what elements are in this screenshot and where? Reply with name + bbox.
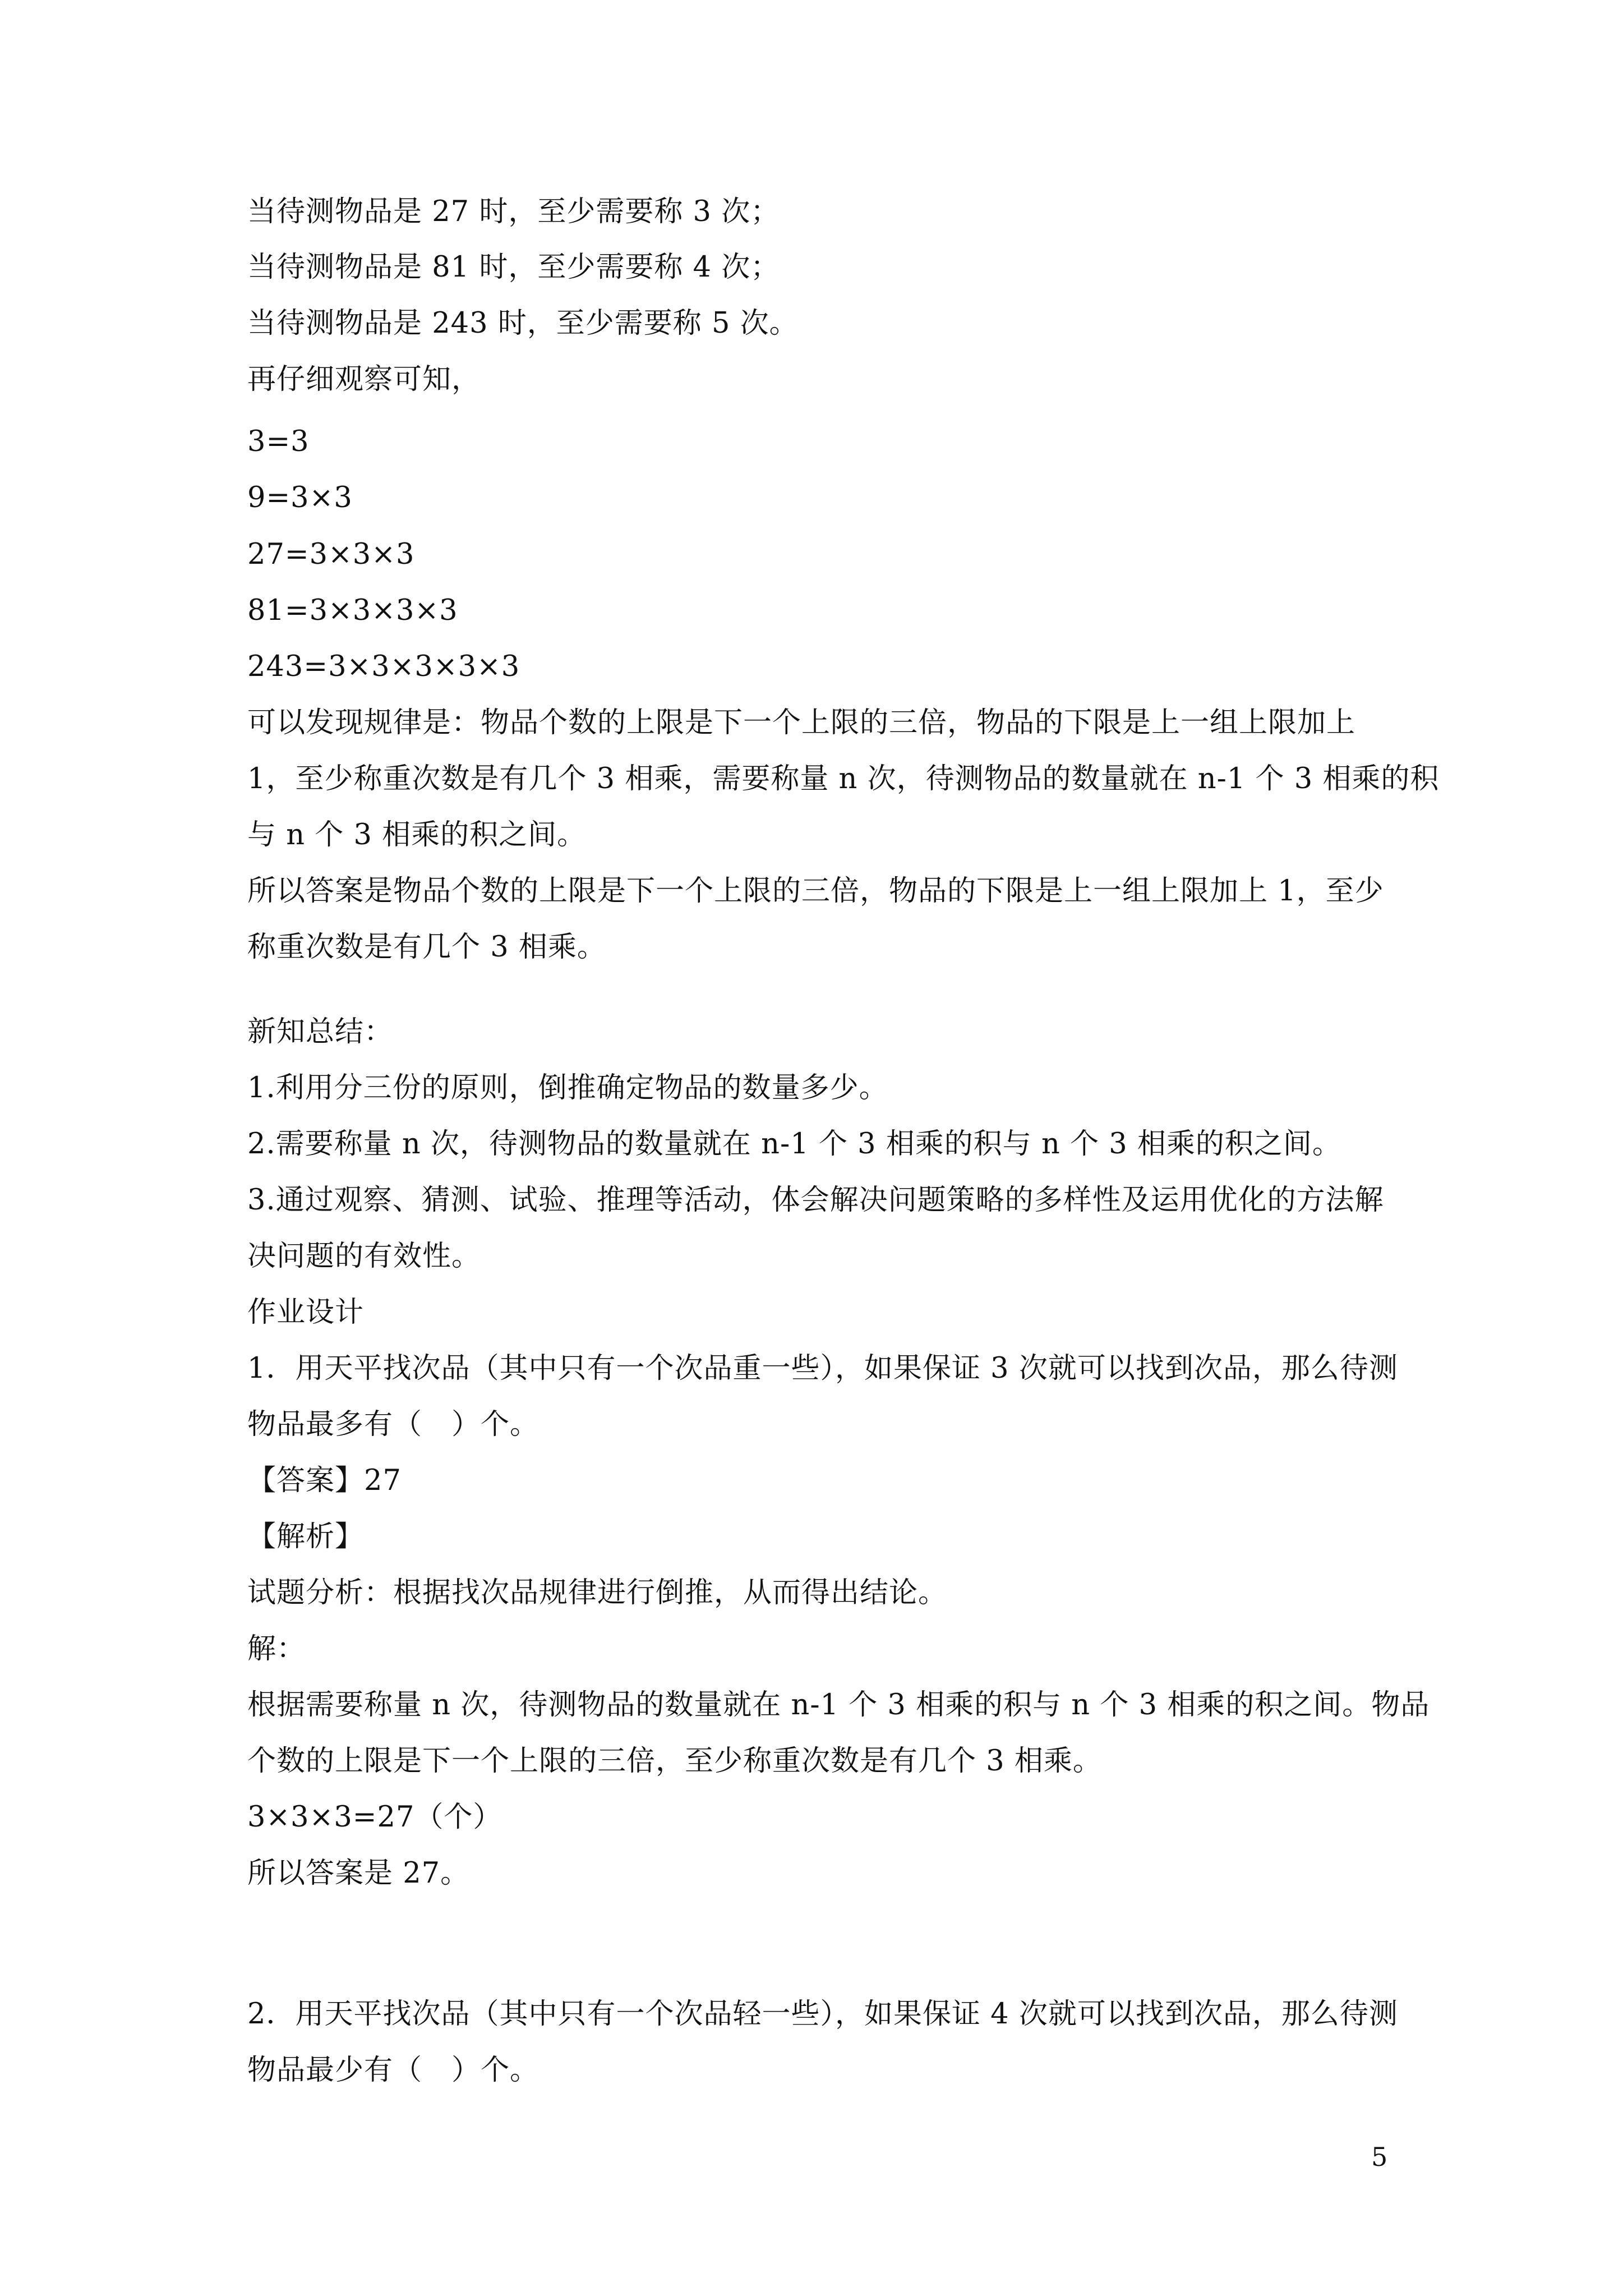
text-line: 再仔细观察可知， [247,363,481,396]
text-line: 与 n 个 3 相乘的积之间。 [247,818,587,852]
text-line: 决问题的有效性。 [247,1240,481,1273]
text-line: 当待测物品是 243 时，至少需要称 5 次。 [247,307,799,340]
text-line: 当待测物品是 81 时，至少需要称 4 次； [247,251,780,284]
text-line: 当待测物品是 27 时，至少需要称 3 次； [247,195,780,228]
answer-line: 【答案】27 [247,1464,402,1497]
text-line: 称重次数是有几个 3 相乘。 [247,931,606,964]
text-line: 3×3×3=27（个） [247,1801,502,1834]
text-line: 27=3×3×3 [247,538,415,571]
section-heading: 新知总结： [247,1015,394,1048]
text-line: 2.需要称量 n 次，待测物品的数量就在 n-1 个 3 相乘的积与 n 个 3 相乘的积之间。 [247,1128,1341,1161]
text-line: 9=3×3 [247,481,353,514]
text-line: 所以答案是 27。 [247,1857,470,1890]
text-line: 个数的上限是下一个上限的三倍，至少称重次数是有几个 3 相乘。 [247,1745,1102,1778]
text-line: 试题分析：根据找次品规律进行倒推，从而得出结论。 [247,1576,948,1609]
analysis-heading: 【解析】 [247,1520,365,1553]
question-line: 2．用天平找次品（其中只有一个次品轻一些），如果保证 4 次就可以找到次品，那么待测 [247,1998,1398,2031]
question-line: 物品最多有（ ）个。 [247,1408,540,1441]
section-heading: 作业设计 [247,1296,365,1329]
text-line: 1，至少称重次数是有几个 3 相乘，需要称量 n 次，待测物品的数量就在 n-1 个 3 相乘的积 [247,762,1440,795]
text-line: 243=3×3×3×3×3 [247,650,520,683]
text-line: 可以发现规律是：物品个数的上限是下一个上限的三倍，物品的下限是上一组上限加上 [247,706,1356,739]
text-line: 所以答案是物品个数的上限是下一个上限的三倍，物品的下限是上一组上限加上 1，至少 [247,875,1384,908]
text-line: 3.通过观察、猜测、试验、推理等活动，体会解决问题策略的多样性及运用优化的方法解 [247,1184,1384,1217]
page-number: 5 [1371,2142,1388,2172]
text-line: 根据需要称量 n 次，待测物品的数量就在 n-1 个 3 相乘的积与 n 个 3 相乘的积之间。物品 [247,1688,1430,1722]
question-line: 1．用天平找次品（其中只有一个次品重一些），如果保证 3 次就可以找到次品，那么待测 [247,1352,1398,1385]
text-line: 解： [247,1632,306,1665]
question-line: 物品最少有（ ）个。 [247,2054,540,2087]
text-line: 81=3×3×3×3 [247,594,458,627]
text-line: 3=3 [247,425,310,458]
text-line: 1.利用分三份的原则，倒推确定物品的数量多少。 [247,1071,888,1105]
